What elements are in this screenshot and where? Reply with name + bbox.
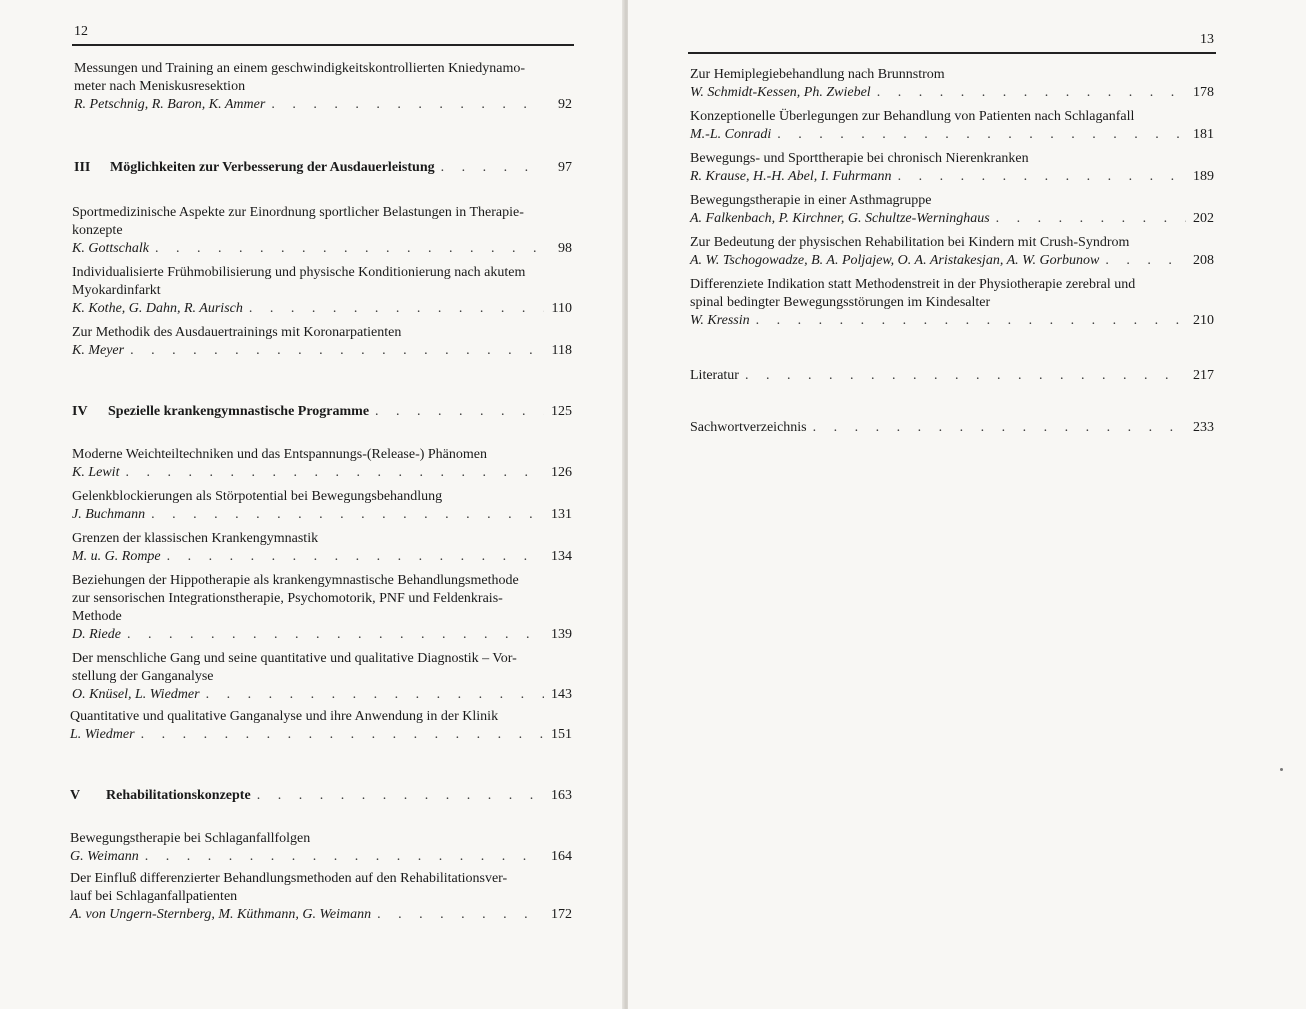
- entry-authors: A. W. Tschogowadze, B. A. Poljajew, O. A. Aristakesjan, A. W. Gorbunow: [690, 253, 1100, 268]
- section-number: IV: [72, 404, 88, 419]
- toc-entry: [72, 264, 572, 318]
- entry-authors: K. Gottschalk: [72, 241, 149, 256]
- entry-title-cont: Methode: [72, 609, 122, 624]
- scan-speck: [1280, 768, 1283, 771]
- toc-entry: [690, 276, 1214, 330]
- entry-authors: A. Falkenbach, P. Kirchner, G. Schultze-Werninghaus: [690, 211, 990, 226]
- section-heading: [70, 788, 572, 804]
- section-sachwortverzeichnis: [690, 420, 1214, 436]
- entry-authors: J. Buchmann: [72, 507, 146, 522]
- entry-title-cont: meter nach Meniskusresektion: [74, 79, 246, 94]
- entry-title: Bewegungs- und Sporttherapie bei chronisch Nierenkranken: [690, 151, 1029, 166]
- entry-page: 151: [551, 727, 572, 742]
- entry-title-cont: zur sensorischen Integrationstherapie, Psychomotorik, PNF und Feldenkrais-: [72, 591, 503, 606]
- entry-authors: K. Meyer: [72, 343, 125, 358]
- entry-page: 126: [551, 465, 572, 480]
- entry-title: Bewegungstherapie bei Schlaganfallfolgen: [70, 831, 311, 846]
- entry-page: 189: [1193, 169, 1214, 184]
- entry-authors: O. Knüsel, L. Wiedmer: [72, 687, 200, 702]
- section-title: Spezielle krankengymnastische Programme: [108, 404, 370, 419]
- entry-page: 143: [551, 687, 572, 702]
- entry-title-cont: lauf bei Schlaganfallpatienten: [70, 889, 238, 904]
- entry-page: 131: [551, 507, 572, 522]
- entry-title: Sportmedizinische Aspekte zur Einordnung sportlicher Belastungen in Therapie-: [72, 205, 524, 220]
- entry-title: Gelenkblockierungen als Störpotential bei Bewegungsbehandlung: [72, 489, 443, 504]
- entry-page: 181: [1193, 127, 1214, 142]
- entry-title: Moderne Weichteiltechniken und das Entspannungs-(Release-) Phänomen: [72, 447, 487, 462]
- entry-page: 92: [558, 97, 572, 112]
- toc-entry: [70, 870, 572, 924]
- toc-entry: [74, 60, 572, 114]
- entry-page: 172: [551, 907, 572, 922]
- entry-page: 210: [1193, 313, 1214, 328]
- entry-page: 202: [1193, 211, 1214, 226]
- section-title: Möglichkeiten zur Verbesserung der Ausdauerleistung: [110, 160, 435, 175]
- entry-authors: A. von Ungern-Sternberg, M. Küthmann, G. Weimann: [70, 907, 372, 922]
- section-heading: [74, 160, 572, 176]
- entry-page: 118: [551, 343, 572, 358]
- toc-entry: [690, 150, 1214, 186]
- entry-title: Bewegungstherapie in einer Asthmagruppe: [690, 193, 932, 208]
- entry-page: 98: [558, 241, 572, 256]
- entry-title: Grenzen der klassischen Krankengymnastik: [72, 531, 319, 546]
- entry-page: 178: [1193, 85, 1214, 100]
- toc-entry: [72, 324, 572, 360]
- entry-title: Der menschliche Gang und seine quantitative und qualitative Diagnostik – Vor-: [72, 651, 517, 666]
- entry-authors: K. Lewit: [72, 465, 120, 480]
- entry-title: Messungen und Training an einem geschwindigkeitskontrollierten Kniedynamo-: [74, 61, 526, 76]
- entry-authors: M. u. G. Rompe: [72, 549, 161, 564]
- right-page: [628, 0, 1306, 1009]
- entry-title-cont: spinal bedingter Bewegungsstörungen im Kindesalter: [690, 295, 991, 310]
- entry-title-cont: stellung der Ganganalyse: [72, 669, 214, 684]
- entry-authors: W. Schmidt-Kessen, Ph. Zwiebel: [690, 85, 871, 100]
- entry-authors: D. Riede: [72, 627, 121, 642]
- entry-authors: W. Kressin: [690, 313, 750, 328]
- toc-entry: [70, 830, 572, 866]
- section-page: 233: [1193, 420, 1214, 435]
- toc-entry: [72, 446, 572, 482]
- section-page: 97: [558, 160, 572, 175]
- section-page: 163: [551, 788, 572, 803]
- toc-entry: [72, 650, 572, 704]
- entry-authors: G. Weimann: [70, 849, 139, 864]
- entry-title-cont: Myokardinfarkt: [72, 283, 161, 298]
- toc-entry: [70, 708, 572, 744]
- entry-page: 164: [551, 849, 572, 864]
- entry-title: Zur Methodik des Ausdauertrainings mit Koronarpatienten: [72, 325, 402, 340]
- entry-authors: M.-L. Conradi: [690, 127, 772, 142]
- entry-authors: R. Krause, H.-H. Abel, I. Fuhrmann: [690, 169, 892, 184]
- toc-entry: [72, 572, 572, 644]
- section-heading: [72, 404, 572, 420]
- entry-title: Zur Hemiplegiebehandlung nach Brunnstrom: [690, 67, 945, 82]
- toc-entry: [72, 488, 572, 524]
- toc-entry: [690, 108, 1214, 144]
- entry-page: 134: [551, 549, 572, 564]
- section-page: 125: [551, 404, 572, 419]
- left-page: [0, 0, 624, 1009]
- section-literatur: [690, 368, 1214, 384]
- entry-page: 110: [551, 301, 572, 316]
- section-title: Literatur: [690, 368, 739, 383]
- entry-page: 139: [551, 627, 572, 642]
- entry-title: Konzeptionelle Überlegungen zur Behandlung von Patienten nach Schlaganfall: [690, 109, 1135, 124]
- toc-entry: [690, 234, 1214, 270]
- section-page: 217: [1193, 368, 1214, 383]
- entry-page: 208: [1193, 253, 1214, 268]
- toc-entry: [690, 66, 1214, 102]
- section-number: V: [70, 788, 81, 803]
- entry-title-cont: konzepte: [72, 223, 123, 238]
- header-rule-right: [688, 52, 1216, 54]
- entry-authors: R. Petschnig, R. Baron, K. Ammer: [74, 97, 266, 112]
- toc-entry: [690, 192, 1214, 228]
- header-rule-left: [72, 44, 574, 46]
- entry-authors: L. Wiedmer: [70, 727, 135, 742]
- section-title: Sachwortverzeichnis: [690, 420, 807, 435]
- section-number: III: [74, 160, 91, 175]
- entry-title: Quantitative und qualitative Ganganalyse und ihre Anwendung in der Klinik: [70, 709, 499, 724]
- page-number-right: 13: [1200, 32, 1214, 47]
- entry-title: Individualisierte Frühmobilisierung und physische Konditionierung nach akutem: [72, 265, 526, 280]
- toc-entry: [72, 204, 572, 258]
- entry-title: Zur Bedeutung der physischen Rehabilitation bei Kindern mit Crush-Syndrom: [690, 235, 1130, 250]
- entry-title: Der Einfluß differenzierter Behandlungsmethoden auf den Rehabilitationsver-: [70, 871, 508, 886]
- entry-authors: K. Kothe, G. Dahn, R. Aurisch: [72, 301, 243, 316]
- entry-title: Beziehungen der Hippotherapie als krankengymnastische Behandlungsmethode: [72, 573, 519, 588]
- page-number-left: 12: [74, 24, 88, 39]
- section-title: Rehabilitationskonzepte: [106, 788, 251, 803]
- toc-entry: [72, 530, 572, 566]
- entry-title: Differenziete Indikation statt Methodenstreit in der Physiotherapie zerebral und: [690, 277, 1136, 292]
